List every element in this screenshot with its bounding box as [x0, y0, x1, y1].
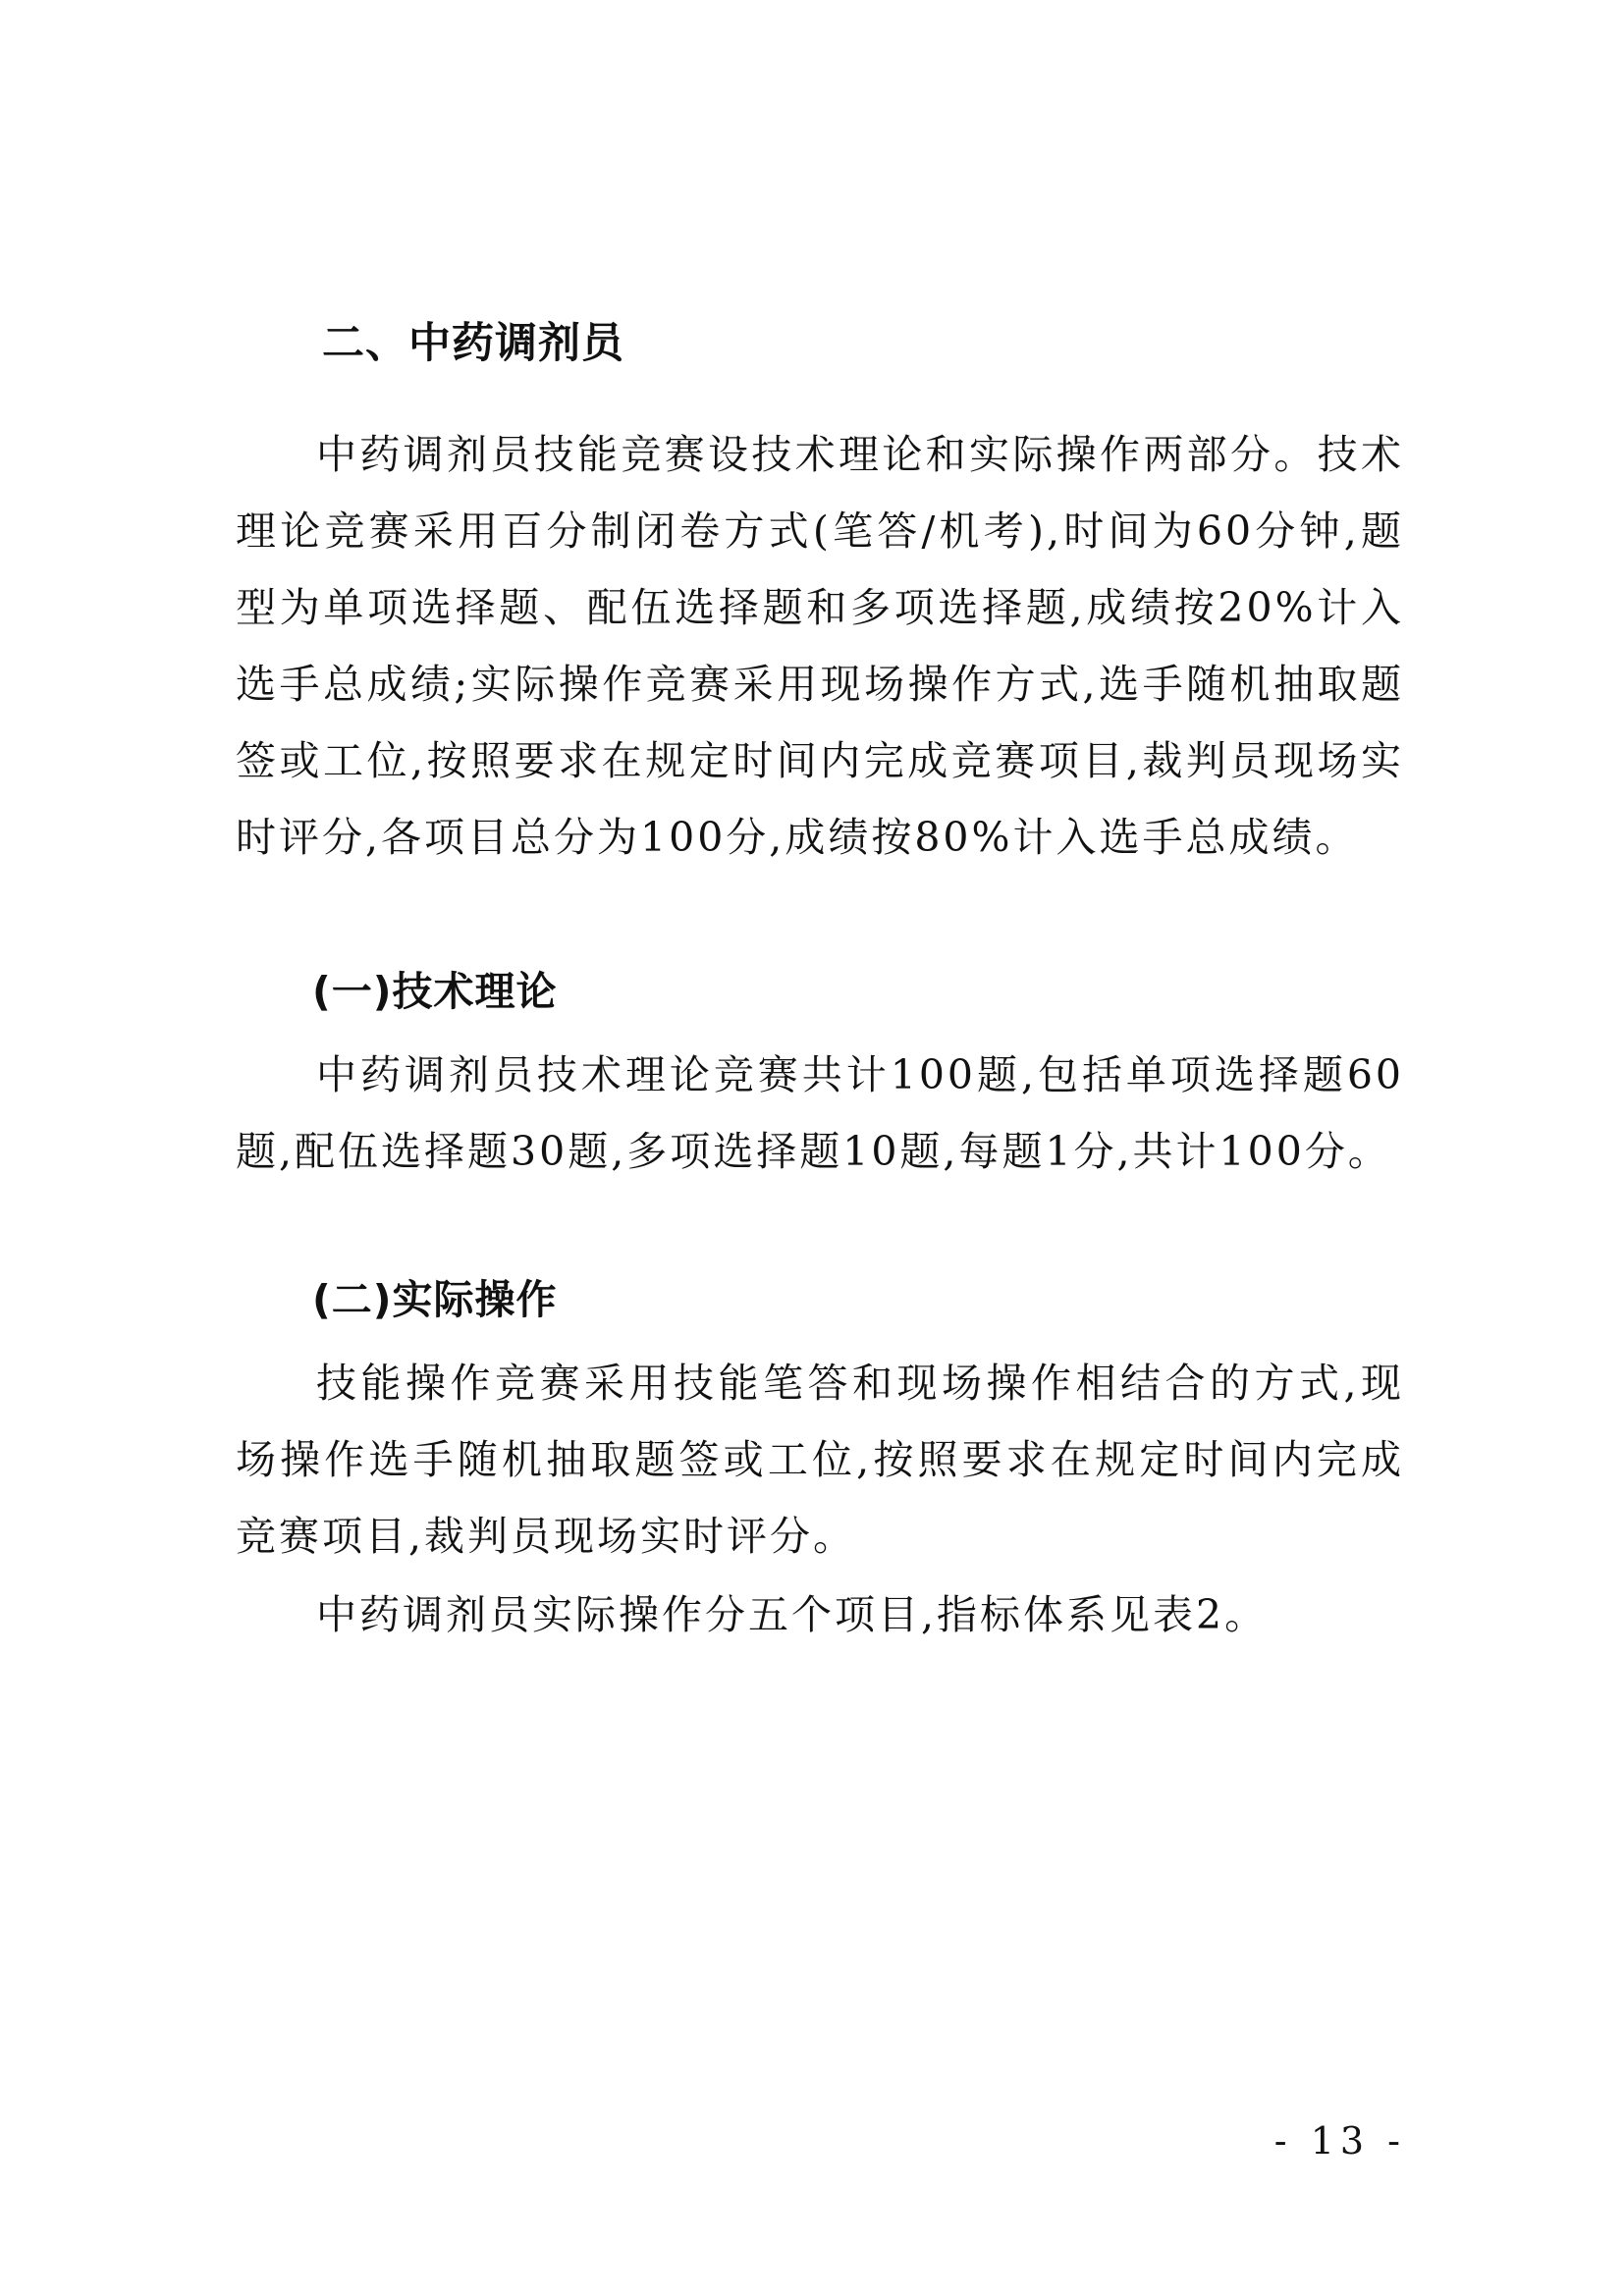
subsection-heading-theory: (一)技术理论: [312, 968, 558, 1015]
page-number: - 13 -: [1273, 2119, 1406, 2163]
practice-items-paragraph: 中药调剂员实际操作分五个项目,指标体系见表2。: [316, 1591, 1269, 1638]
intro-paragraph: 中药调剂员技能竞赛设技术理论和实际操作两部分。技术理论竞赛采用百分制闭卷方式(笔答/机考),时间为60分钟,题型为单项选择题、配伍选择题和多项选择题,成绩按20%计入选手总成绩;实际操作竞赛采用现场操作方式,选手随机抽取题签或工位,按照要求在规定时间内完成竞赛项目,裁判员现场实时评分,各项目总分为100分,成绩按80%计入选手总成绩。: [236, 431, 1404, 861]
section-heading: 二、中药调剂员: [322, 319, 624, 368]
theory-paragraph: 中药调剂员技术理论竞赛共计100题,包括单项选择题60题,配伍选择题30题,多项选择题10题,每题1分,共计100分。: [236, 1051, 1404, 1175]
practice-paragraph: 技能操作竞赛采用技能笔答和现场操作相结合的方式,现场操作选手随机抽取题签或工位,按照要求在规定时间内完成竞赛项目,裁判员现场实时评分。: [236, 1360, 1404, 1560]
subsection-heading-practice: (二)实际操作: [312, 1276, 558, 1323]
